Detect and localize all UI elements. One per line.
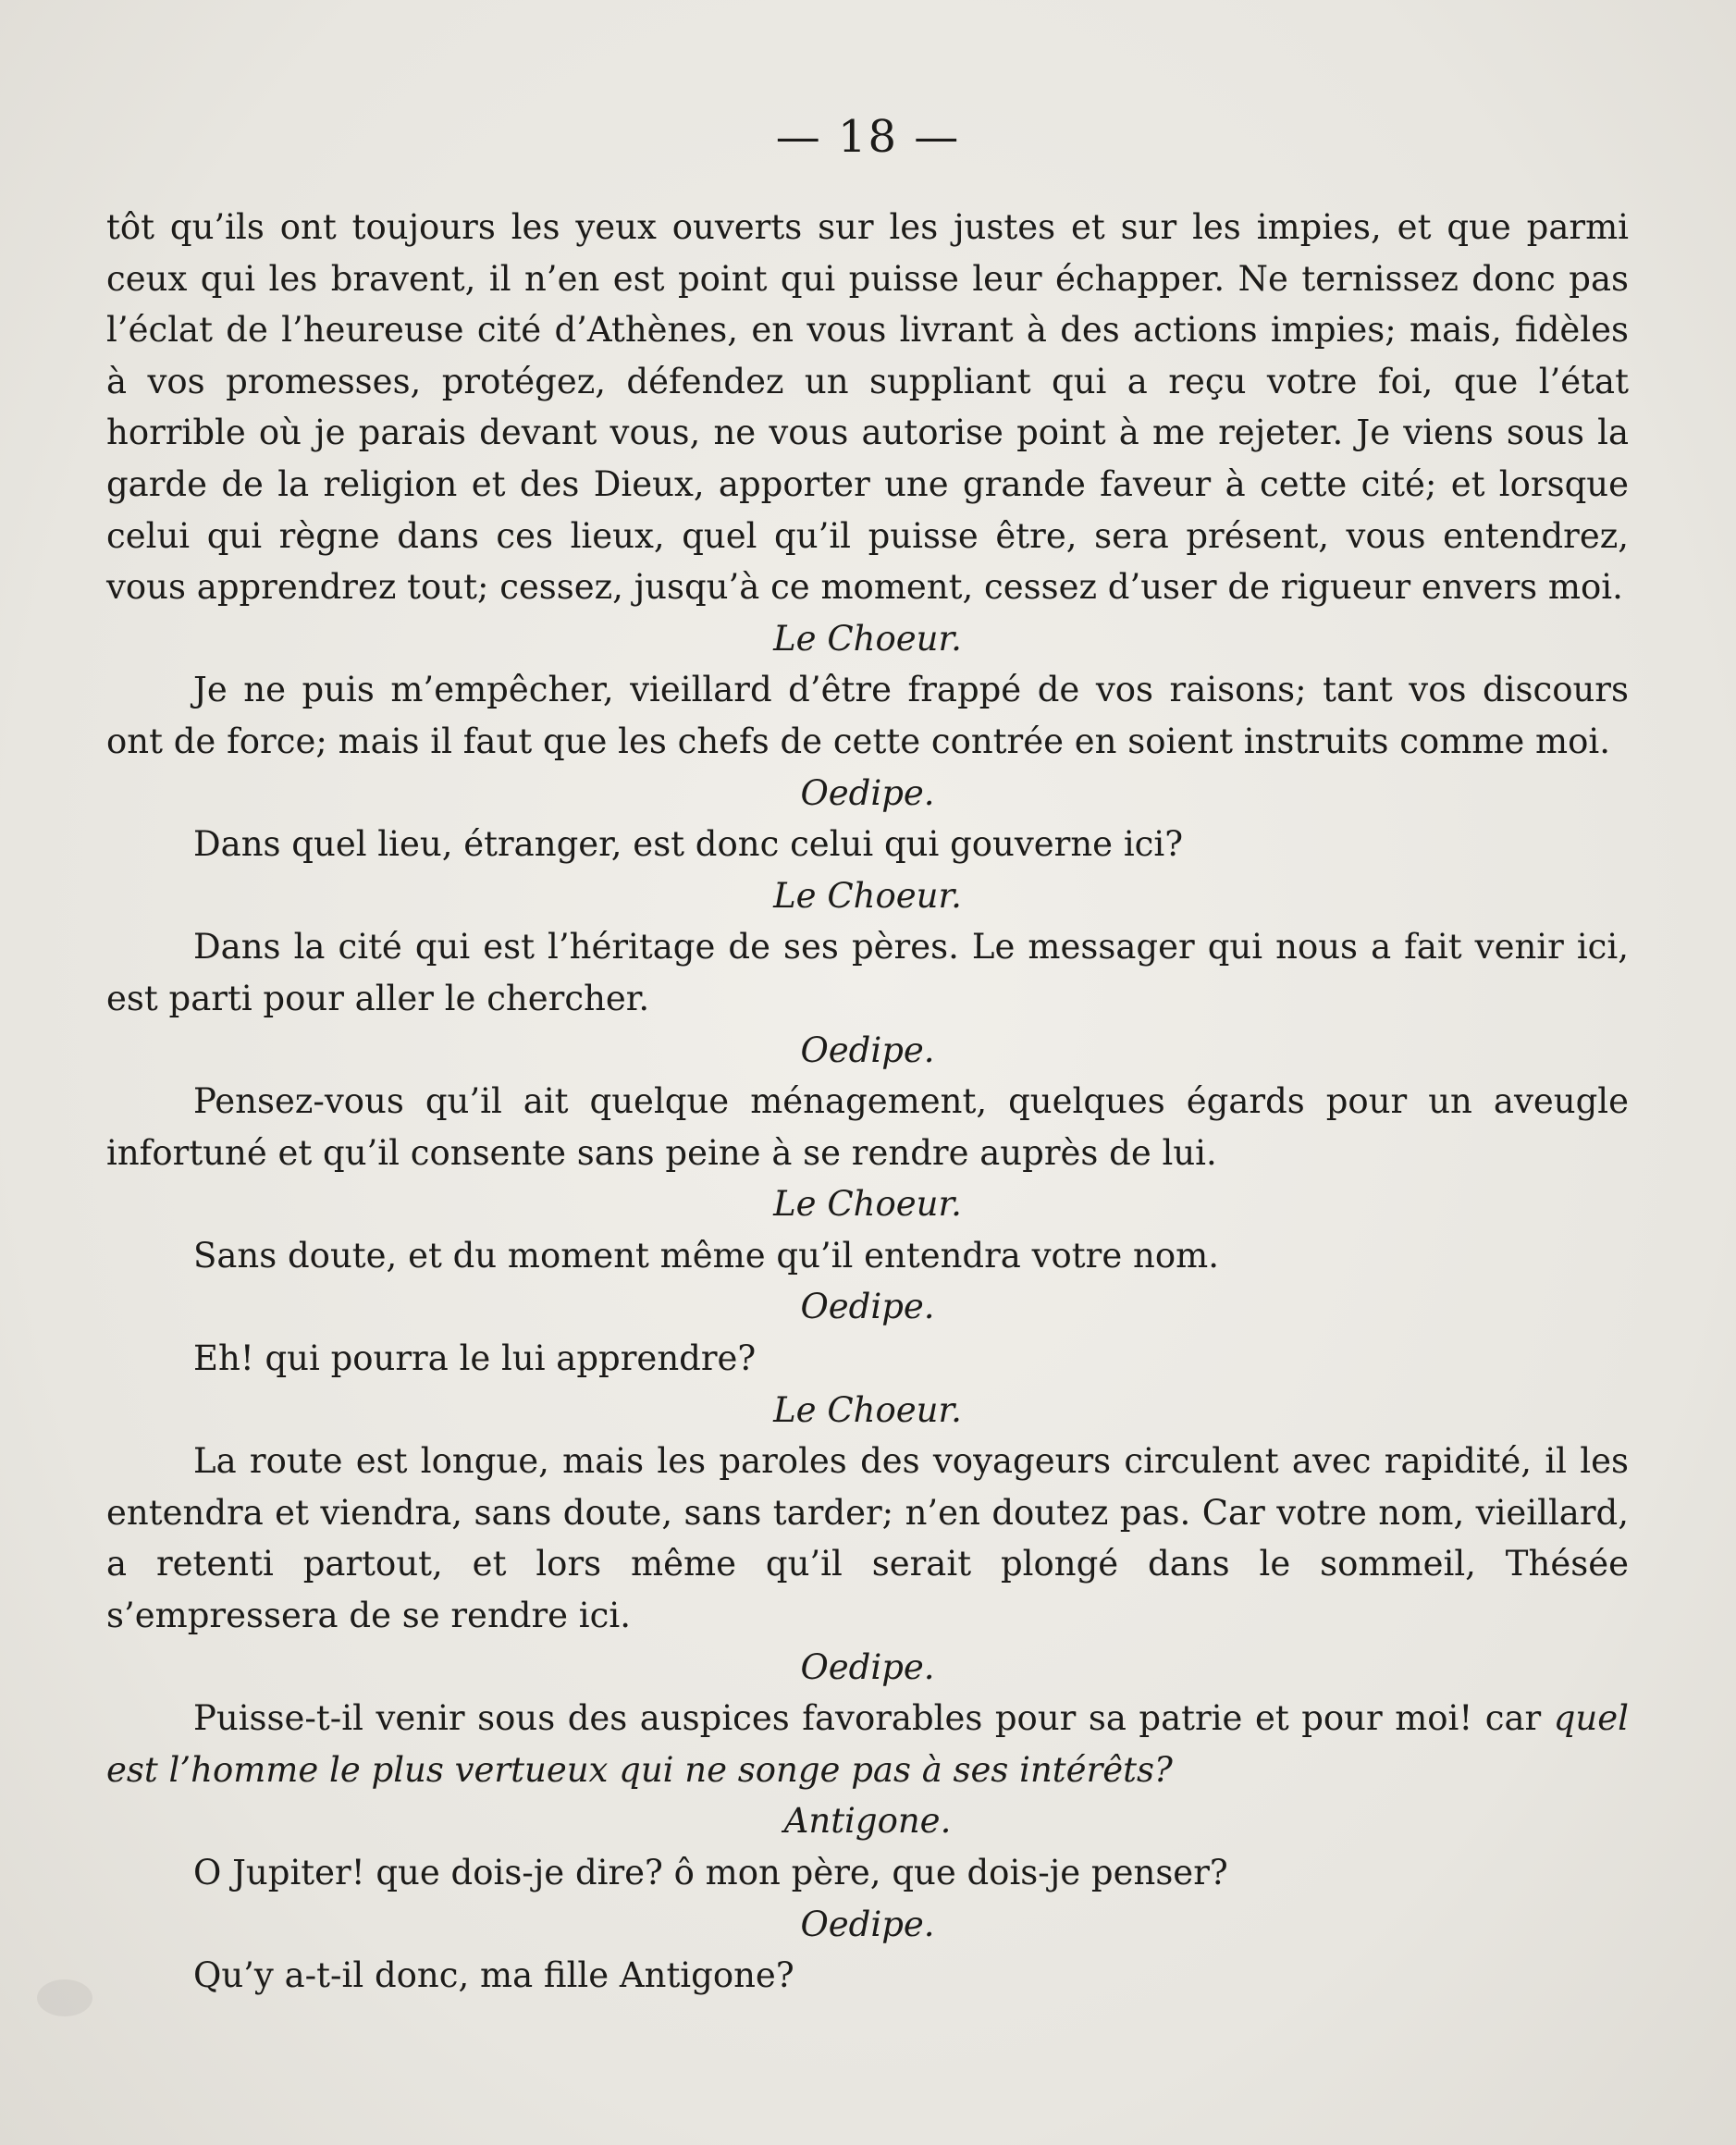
paragraph: Eh! qui pourra le lui apprendre? xyxy=(193,1338,757,1379)
page-number: — 18 — xyxy=(775,111,961,163)
dialogue-text xyxy=(106,202,1629,2002)
speaker-name: Oedipe. xyxy=(800,1904,935,1944)
speaker-name: Oedipe. xyxy=(800,1646,935,1687)
ink-smudge xyxy=(37,1979,92,2016)
paragraph: O Jupiter! que dois-je dire? ô mon père, que dois-je penser? xyxy=(193,1853,1228,1892)
italic-phrase: quel est l’homme le plus vertueux qui ne songe pas à ses intérêts? xyxy=(106,1698,1629,1790)
speaker-name: Antigone. xyxy=(783,1801,952,1842)
speaker-name: Oedipe. xyxy=(800,1287,935,1327)
speaker-name: Le Choeur. xyxy=(773,1184,962,1225)
paragraph-text: Puisse-t-il venir sous des auspices favorables pour sa patrie et pour moi! car xyxy=(193,1698,1542,1739)
paragraph: La route est longue, mais les paroles des voyageurs circulent avec rapidité, il les entendra et viendra, sans doute, sans tarder; n’en doutez pas. Car votre nom, vieillard, a retenti partout, et lors même qu’il serait plongé dans le sommeil, Thésée s’empressera de se rendre ici. xyxy=(106,1441,1629,1636)
speaker-name: Le Choeur. xyxy=(773,618,962,659)
paragraph: Dans quel lieu, étranger, est donc celui qui gouverne ici? xyxy=(193,824,1184,865)
speaker-name: Oedipe. xyxy=(800,1029,935,1070)
paragraph: Sans doute, et du moment même qu’il entendra votre nom. xyxy=(193,1235,1219,1276)
speaker-name: Oedipe. xyxy=(800,772,935,813)
paragraph: Pensez-vous qu’il ait quelque ménagement, quelques égards pour un aveugle infortuné et qu’il consente sans peine à se rendre auprès de lui. xyxy=(106,1081,1629,1173)
paragraph: Qu’y a-t-il donc, ma fille Antigone? xyxy=(193,1955,794,1996)
speaker-name: Le Choeur. xyxy=(773,875,962,916)
paragraph: tôt qu’ils ont toujours les yeux ouverts sur les justes et sur les impies, et que parmi ceux qui les bravent, il n’en est point qui puisse leur échapper. Ne ternissez donc pas l’éclat de l’heureuse cité d’Athènes, en vous livrant à des actions impies; mais, fidèles à vos promesses, protégez, défendez un suppliant qui a reçu votre foi, que l’état horrible où je parais devant vous, ne vous autorise point à me rejeter. Je viens sous la garde de la religion et des Dieux, apporter une grande faveur à cette cité; et lorsque celui qui règne dans ces lieux, quel qu’il puisse être, sera présent, vous entendrez, vous apprendrez tout; cessez, jusqu’à ce moment, cessez d’user de rigueur envers moi. xyxy=(106,207,1629,608)
paragraph: Dans la cité qui est l’héritage de ses pères. Le messager qui nous a fait venir ici, est parti pour aller le chercher. xyxy=(106,927,1629,1018)
paragraph: Je ne puis m’empêcher, vieillard d’être frappé de vos raisons; tant vos discours ont de force; mais il faut que les chefs de cette contrée en soient instruits comme moi. xyxy=(106,670,1629,761)
speaker-name: Le Choeur. xyxy=(773,1389,962,1430)
paragraph xyxy=(106,1693,1629,1795)
